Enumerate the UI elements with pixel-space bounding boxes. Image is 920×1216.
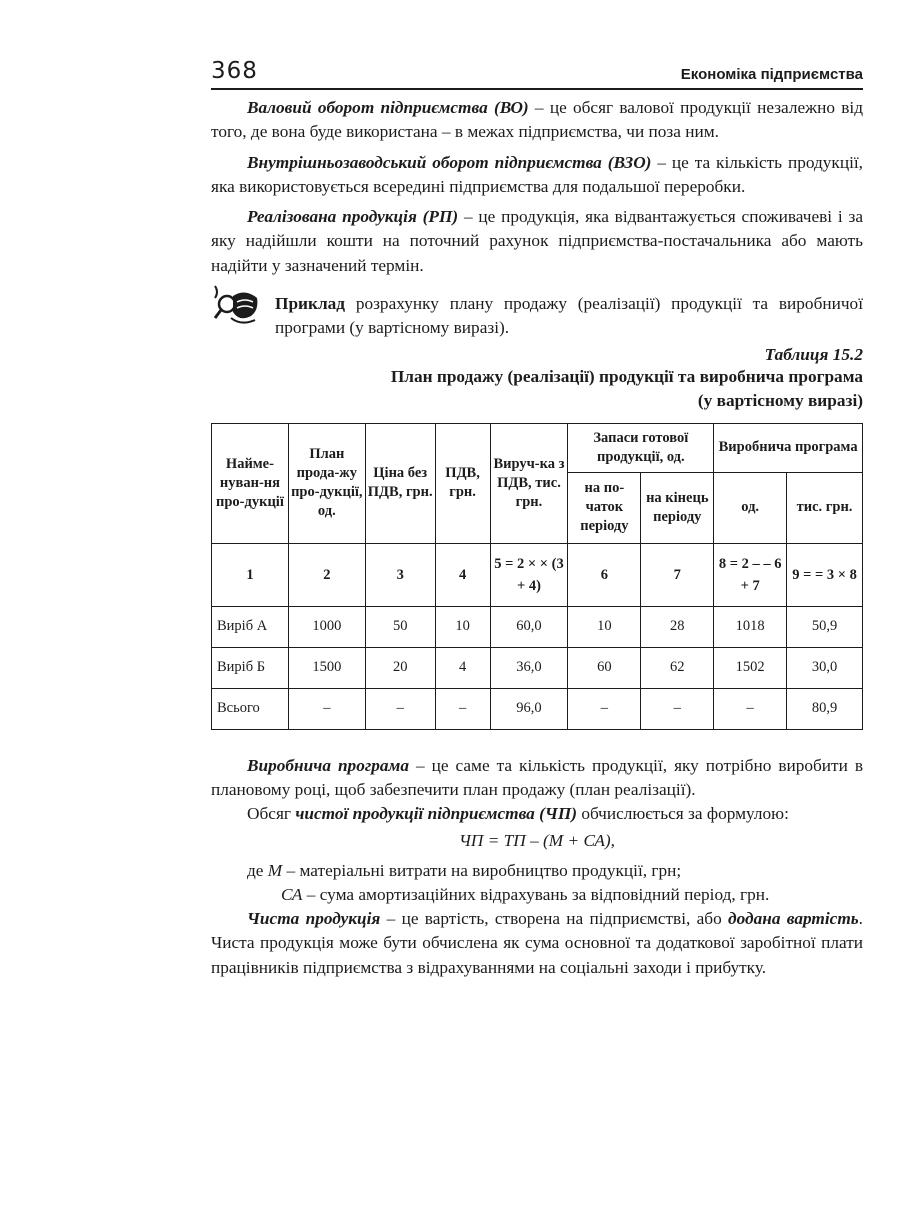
table-cell: 96,0 [490,688,568,729]
text: – це обсяг валової продукції незалежно від того, де вона буде використана – в межах підприємства, чи поза ним. [211,98,863,142]
term: Внутрішньозаводський оборот підприємства (ВЗО) [247,152,652,172]
page-number: 368 [211,58,258,84]
table-cell: 20 [365,647,435,688]
text: – це саме та кількість продукції, яку потрібно виробити в плановому році, щоб забезпечити план продажу (план реалізації). [211,755,863,799]
running-title: Економіка підприємства [680,66,863,83]
text: . Чиста продукція може бути обчислена як сума основної та додаткової заробітної плати працівників підприємства з відрахуваннями на соціальні заходи і прибутку. [211,909,863,977]
table-cell: 50,9 [787,606,863,647]
table-cell: 4 [435,647,490,688]
header-row [212,423,863,472]
paragraph-net-product-volume [211,802,863,826]
table-cell: 60 [568,647,641,688]
paragraph-net-product [211,907,863,980]
reading-magnifier-icon [211,282,263,328]
table-cell: 62 [641,647,714,688]
table-cell: – [435,688,490,729]
table-cell: 30,0 [787,647,863,688]
production-plan-table [211,423,863,730]
table-row-total [212,688,863,729]
table-cell: 36,0 [490,647,568,688]
table-cell: 1502 [714,647,787,688]
header-plan: План прода-жу про-дукції, од. [288,423,365,543]
table-cell: 1500 [288,647,365,688]
col-number: 9 = = 3 × 8 [787,543,863,606]
col-number: 5 = 2 × × (3 + 4) [490,543,568,606]
header-name: Найме-нуван-ня про-дукції [212,423,289,543]
text: Обсяг [247,804,296,824]
header-program-units: од. [714,472,787,543]
table-cell: 1018 [714,606,787,647]
text: обчислюється за формулою: [577,804,789,824]
header-stock-start: на по-чаток періоду [568,472,641,543]
paragraph-internal-turnover [211,151,863,200]
term: чистої продукції підприємства (ЧП) [295,804,578,824]
table-cell: – [365,688,435,729]
table-cell: 80,9 [787,688,863,729]
text: – це вартість, створена на підприємстві, або [380,909,729,929]
table-cell: 10 [568,606,641,647]
table-cell: 28 [641,606,714,647]
page [211,58,863,980]
paragraph-sold-products [211,205,863,278]
example-lead: Приклад [275,294,346,314]
symbol: М [267,860,283,880]
col-number: 8 = 2 – – 6 + 7 [714,543,787,606]
col-number: 4 [435,543,490,606]
table-cell: Виріб А [212,606,289,647]
table-cell: – [288,688,365,729]
definition-ca [211,883,863,907]
header-stock-end: на кінець періоду [641,472,714,543]
term: Валовий оборот підприємства (ВО) [247,98,529,117]
header-price: Ціна без ПДВ, грн. [365,423,435,543]
formula: ЧП = ТП – (М + СА), [458,830,615,850]
table-title-line2: (у вартісному виразі) [697,390,863,410]
text: розрахунку плану продажу (реалізації) продукції та виробничої програми (у вартісному виразі). [275,294,863,338]
table-cell: – [568,688,641,729]
col-number: 3 [365,543,435,606]
example-text [275,292,863,341]
paragraph-production-program [211,754,863,803]
term: Реалізована продукція (РП) [247,207,459,227]
example-block [211,292,863,341]
col-number: 6 [568,543,641,606]
text: де [247,860,268,880]
header-vat: ПДВ, грн. [435,423,490,543]
table-cell: 10 [435,606,490,647]
table-caption: Таблиця 15.2 [764,344,863,364]
paragraph-gross-turnover [211,96,863,145]
term: Виробнича програма [247,755,409,775]
header-program: Виробнича програма [714,423,863,472]
page-header [211,58,863,90]
term: додана вартість [728,909,859,929]
table-row [212,606,863,647]
table-cell: 60,0 [490,606,568,647]
table-cell: – [641,688,714,729]
text: – це продукція, яка відвантажується споживачеві і за яку надійшли кошти на поточний рахунок підприємства-постачальника або мають надійти у зазначений термін. [211,207,863,275]
col-number: 2 [288,543,365,606]
table-row [212,647,863,688]
table-title-line1: План продажу (реалізації) продукції та виробнича програма [390,366,863,386]
table-cell: 1000 [288,606,365,647]
term: Чиста продукція [247,909,381,929]
table-cell: Виріб Б [212,647,289,688]
table-cell: – [714,688,787,729]
header-revenue: Вируч-ка з ПДВ, тис. грн. [490,423,568,543]
header-stock: Запаси готової продукції, од. [568,423,714,472]
column-number-row [212,543,863,606]
table-cell: 50 [365,606,435,647]
table-cell: Всього [212,688,289,729]
text: – це та кількість продукції, яка використовується всередині підприємства для подальшої переробки. [211,152,863,196]
col-number: 1 [212,543,289,606]
symbol: СА [281,884,303,904]
definition-m [211,859,863,883]
col-number: 7 [641,543,714,606]
text: – сума амортизаційних відрахувань за відповідний період, грн. [302,884,770,904]
header-program-thousands: тис. грн. [787,472,863,543]
text: – матеріальні витрати на виробництво продукції, грн; [282,860,682,880]
